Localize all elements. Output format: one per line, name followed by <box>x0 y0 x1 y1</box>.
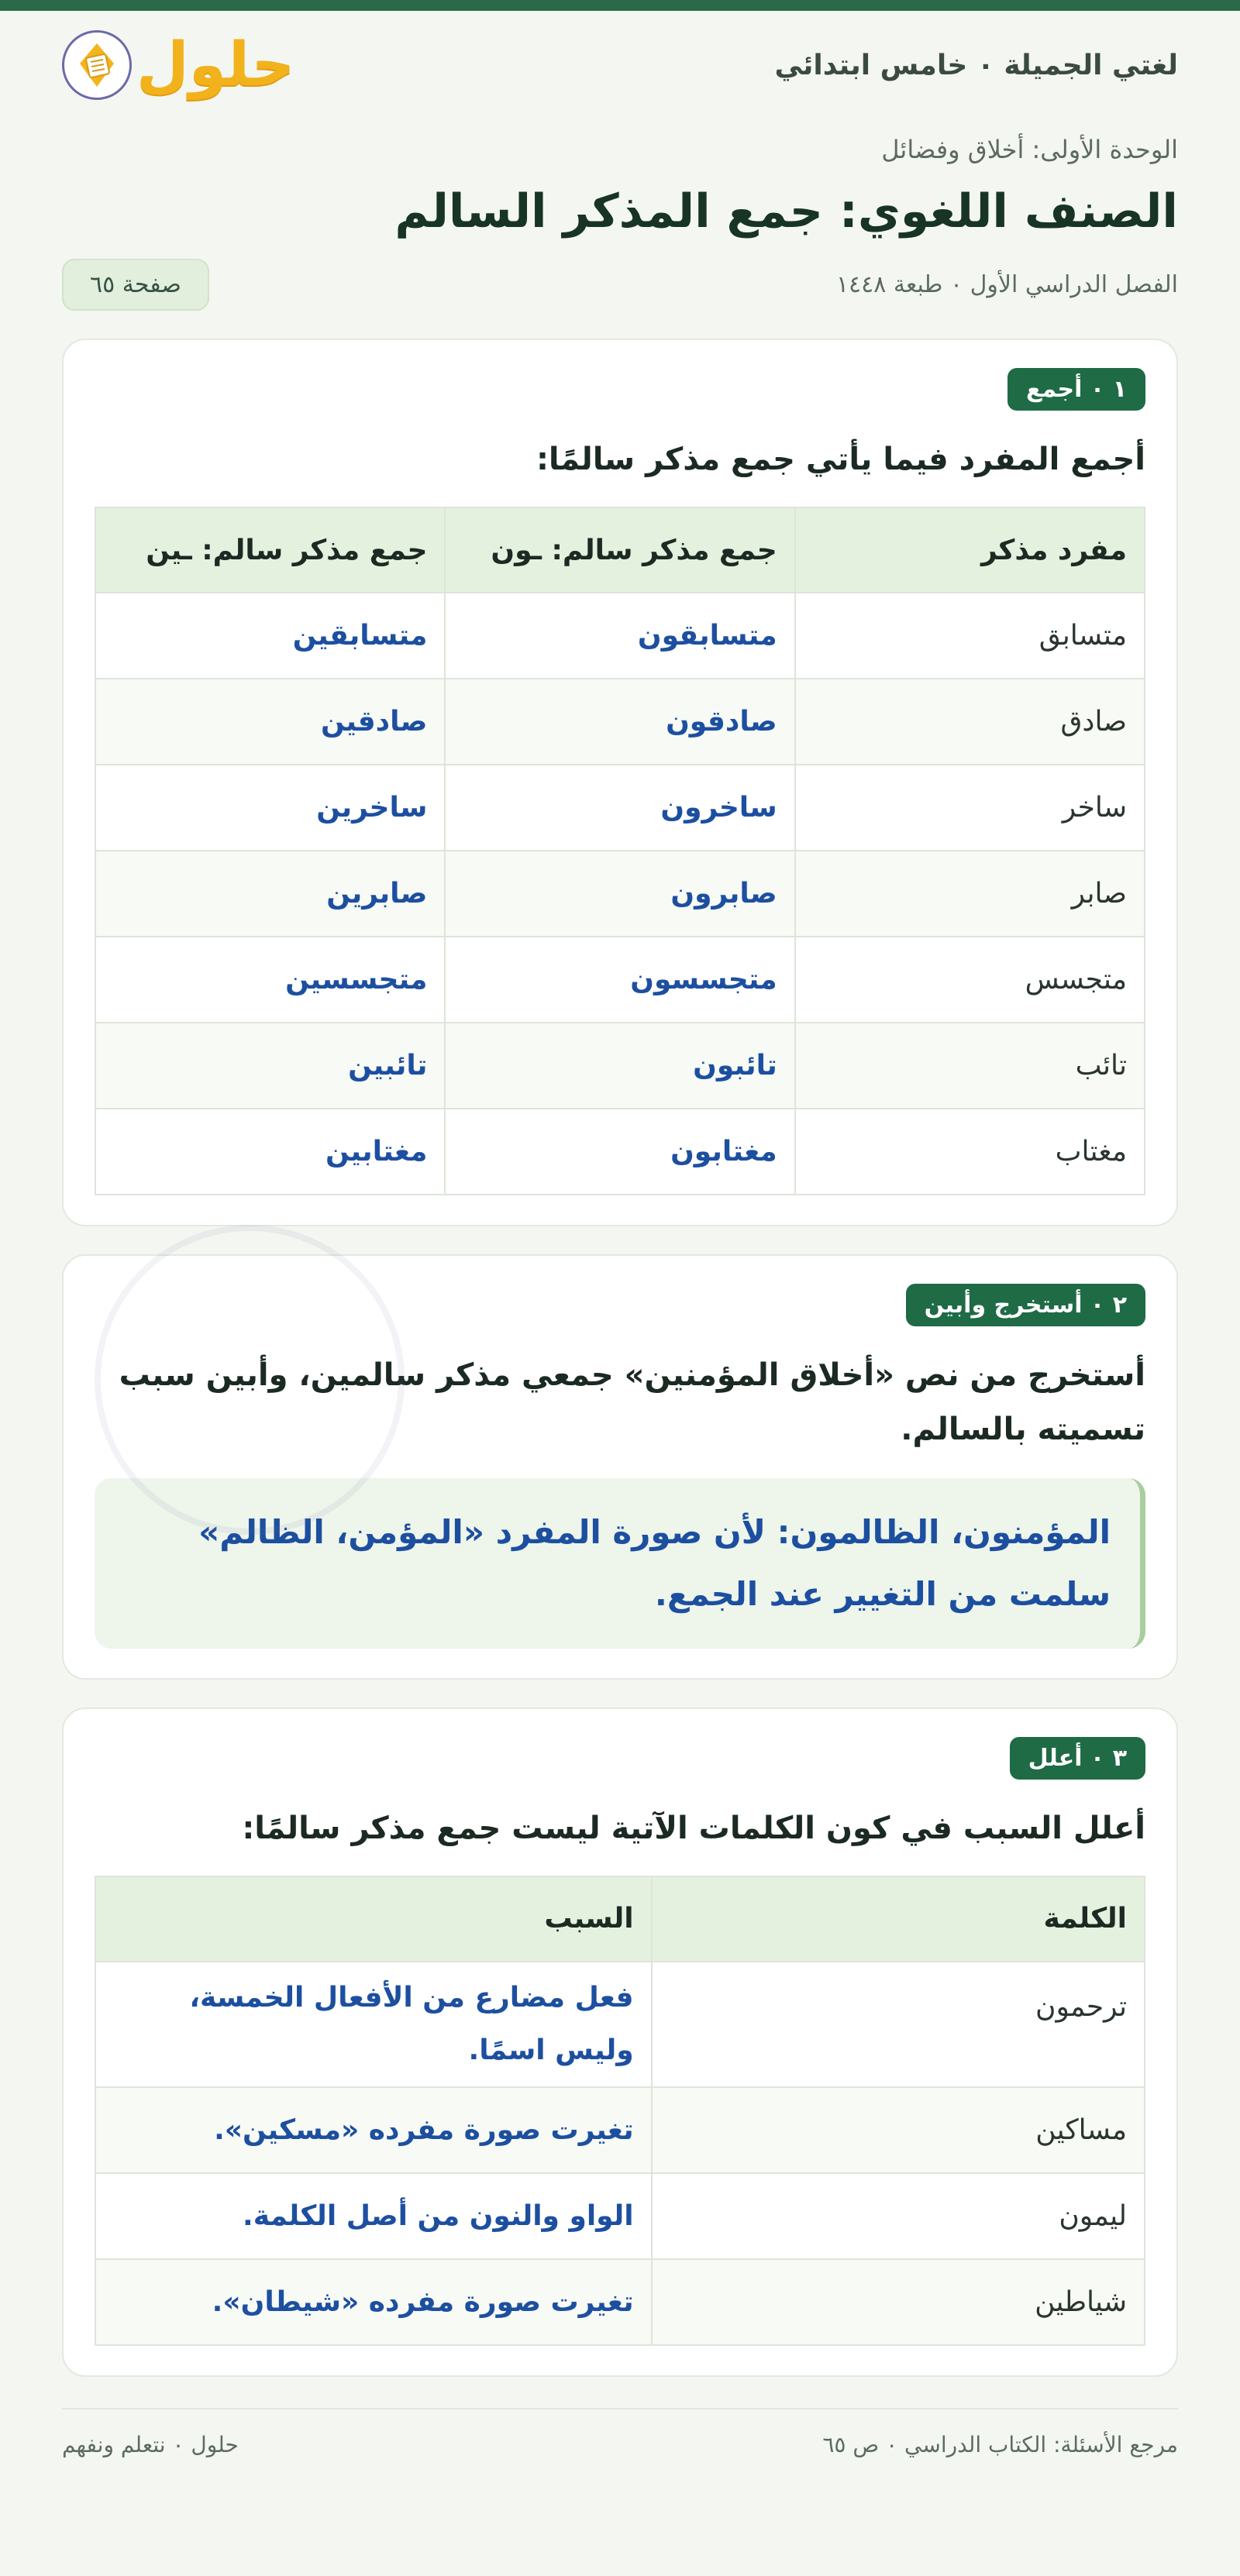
plural-un-cell: ساخرون <box>445 765 794 851</box>
reason-cell: تغيرت صورة مفرده «مسكين». <box>95 2087 652 2173</box>
table-row <box>95 851 1145 937</box>
question-card-1 <box>62 339 1178 1226</box>
plural-un-cell: تائبون <box>445 1023 794 1109</box>
reason-cell: الواو والنون من أصل الكلمة. <box>95 2173 652 2259</box>
footer-reference: مرجع الأسئلة: الكتاب الدراسي ٠ ص ٦٥ <box>822 2431 1178 2457</box>
question-card-2 <box>62 1254 1178 1680</box>
word-cell: ترحمون <box>652 1962 1145 2088</box>
singular-cell: متسابق <box>795 593 1145 679</box>
page-badge: صفحة ٦٥ <box>62 259 209 311</box>
plural-un-cell: متجسسون <box>445 937 794 1023</box>
logo <box>62 30 295 100</box>
plural-un-cell: متسابقون <box>445 593 794 679</box>
table-row <box>95 1109 1145 1195</box>
plural-un-cell: صابرون <box>445 851 794 937</box>
word-cell: ليمون <box>652 2173 1145 2259</box>
table-row <box>95 679 1145 765</box>
plural-in-cell: متجسسين <box>95 937 445 1023</box>
word-cell: مساكين <box>652 2087 1145 2173</box>
plural-in-cell: متسابقين <box>95 593 445 679</box>
singular-cell: صادق <box>795 679 1145 765</box>
column-header: جمع مذكر سالم: ـين <box>95 507 445 593</box>
plural-in-cell: ساخرين <box>95 765 445 851</box>
singular-cell: تائب <box>795 1023 1145 1109</box>
meta-row <box>62 259 1178 311</box>
page <box>62 11 1178 2479</box>
table-row <box>95 1962 1145 2088</box>
table-row <box>95 1023 1145 1109</box>
term-label: الفصل الدراسي الأول ٠ طبعة ١٤٤٨ <box>835 271 1178 298</box>
plural-un-cell: صادقون <box>445 679 794 765</box>
word-cell: شياطين <box>652 2259 1145 2345</box>
question-tag: ٣ ٠ أعلل <box>1010 1737 1145 1780</box>
table-row <box>95 2087 1145 2173</box>
singular-cell: مغتاب <box>795 1109 1145 1195</box>
plural-table <box>95 507 1145 1195</box>
question-tag: ٢ ٠ أستخرج وأبين <box>906 1284 1145 1326</box>
table-row <box>95 937 1145 1023</box>
book-logo-icon <box>62 30 132 100</box>
table-header-row <box>95 507 1145 593</box>
table-row <box>95 2173 1145 2259</box>
reason-cell: تغيرت صورة مفرده «شيطان». <box>95 2259 652 2345</box>
top-accent-bar <box>0 0 1240 11</box>
reason-table <box>95 1876 1145 2347</box>
plural-in-cell: تائبين <box>95 1023 445 1109</box>
plural-in-cell: مغتابين <box>95 1109 445 1195</box>
column-header: مفرد مذكر <box>795 507 1145 593</box>
question-text: أجمع المفرد فيما يأتي جمع مذكر سالمًا: <box>536 442 1145 477</box>
column-header: السبب <box>95 1876 652 1962</box>
table-row <box>95 2259 1145 2345</box>
question-card-3 <box>62 1708 1178 2378</box>
table-row <box>95 765 1145 851</box>
singular-cell: ساخر <box>795 765 1145 851</box>
answer-box: المؤمنون، الظالمون: لأن صورة المفرد «المؤمن، الظالم» سلمت من التغيير عند الجمع. <box>95 1478 1145 1649</box>
page-title: الصنف اللغوي: جمع المذكر السالم <box>394 184 1178 239</box>
question-tag: ١ ٠ أجمع <box>1008 368 1145 411</box>
plural-in-cell: صابرين <box>95 851 445 937</box>
singular-cell: صابر <box>795 851 1145 937</box>
table-row <box>95 593 1145 679</box>
question-text: أستخرج من نص «أخلاق المؤمنين» جمعي مذكر سالمين، وأبين سبب تسميته بالسالم. <box>119 1357 1145 1447</box>
plural-in-cell: صادقين <box>95 679 445 765</box>
unit-label: الوحدة الأولى: أخلاق وفضائل <box>881 135 1178 164</box>
logo-text: حلول <box>136 30 295 100</box>
reason-cell: فعل مضارع من الأفعال الخمسة، وليس اسمًا. <box>95 1962 652 2088</box>
footer-brand: حلول ٠ نتعلم ونفهم <box>62 2431 239 2457</box>
book-title: لغتي الجميلة ٠ خامس ابتدائي <box>774 49 1178 81</box>
singular-cell: متجسس <box>795 937 1145 1023</box>
plural-un-cell: مغتابون <box>445 1109 794 1195</box>
column-header: الكلمة <box>652 1876 1145 1962</box>
question-text: أعلل السبب في كون الكلمات الآتية ليست جمع مذكر سالمًا: <box>242 1810 1145 1846</box>
table-header-row <box>95 1876 1145 1962</box>
column-header: جمع مذكر سالم: ـون <box>445 507 794 593</box>
footer <box>62 2409 1178 2479</box>
header <box>62 11 1178 119</box>
